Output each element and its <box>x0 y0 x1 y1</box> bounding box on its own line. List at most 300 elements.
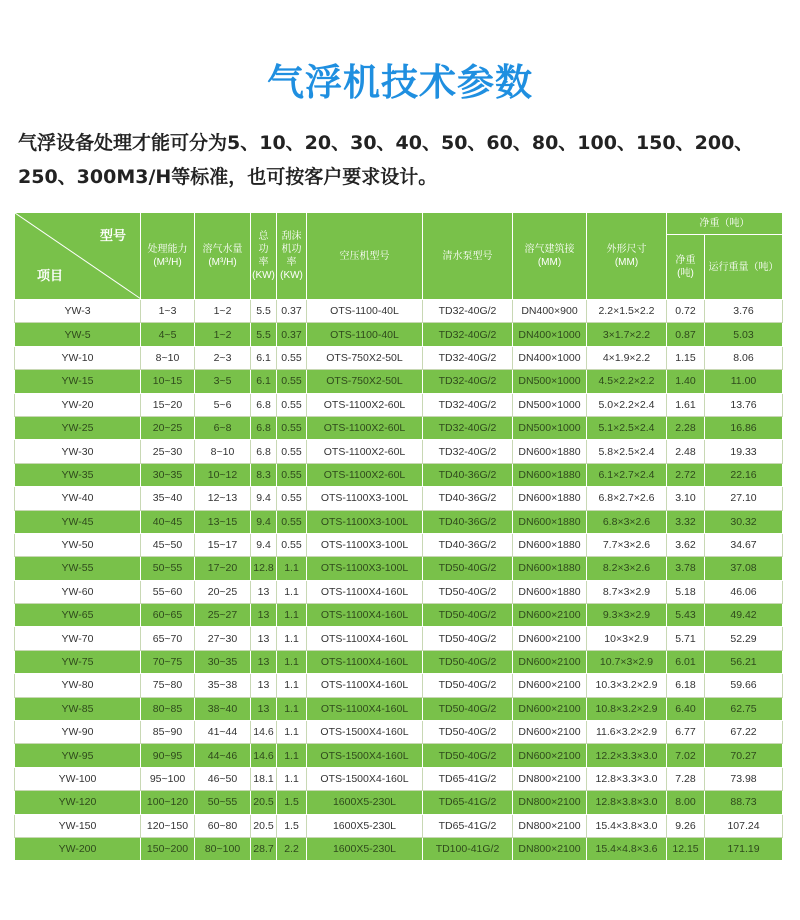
cell-capacity: 100~120 <box>141 791 195 814</box>
cell-net-weight: 3.10 <box>667 487 705 510</box>
cell-size: 12.8×3.3×3.0 <box>587 767 667 790</box>
cell-dissolved-water: 80~100 <box>195 837 251 860</box>
cell-tank: DN800×2100 <box>513 814 587 837</box>
cell-scraper-power: 0.55 <box>277 463 307 486</box>
cell-compressor: OTS-1100X4-160L <box>307 674 423 697</box>
cell-capacity: 1~3 <box>141 300 195 323</box>
cell-pump: TD32-40G/2 <box>423 300 513 323</box>
cell-dissolved-water: 38~40 <box>195 697 251 720</box>
cell-size: 11.6×3.2×2.9 <box>587 721 667 744</box>
table-row <box>15 744 783 767</box>
cell-pump: TD32-40G/2 <box>423 416 513 439</box>
cell-model: YW-85 <box>15 697 141 720</box>
cell-compressor: OTS-1100X4-160L <box>307 650 423 673</box>
cell-tank: DN600×2100 <box>513 721 587 744</box>
cell-scraper-power: 1.1 <box>277 557 307 580</box>
cell-tank: DN500×1000 <box>513 416 587 439</box>
cell-tank: DN400×1000 <box>513 323 587 346</box>
cell-compressor: OTS-750X2-50L <box>307 346 423 369</box>
cell-capacity: 30~35 <box>141 463 195 486</box>
cell-pump: TD32-40G/2 <box>423 346 513 369</box>
cell-net-weight: 6.40 <box>667 697 705 720</box>
cell-compressor: OTS-1100X2-60L <box>307 393 423 416</box>
cell-total-power: 13 <box>251 674 277 697</box>
cell-size: 5.1×2.5×2.4 <box>587 416 667 439</box>
cell-net-weight: 1.40 <box>667 370 705 393</box>
cell-scraper-power: 0.37 <box>277 323 307 346</box>
cell-total-power: 28.7 <box>251 837 277 860</box>
table-row <box>15 510 783 533</box>
cell-compressor: OTS-1100X4-160L <box>307 697 423 720</box>
cell-scraper-power: 0.55 <box>277 370 307 393</box>
table-row <box>15 674 783 697</box>
cell-size: 5.8×2.5×2.4 <box>587 440 667 463</box>
cell-tank: DN600×1880 <box>513 463 587 486</box>
cell-dissolved-water: 60~80 <box>195 814 251 837</box>
cell-scraper-power: 1.1 <box>277 604 307 627</box>
cell-operating-weight: 13.76 <box>705 393 783 416</box>
cell-dissolved-water: 13~15 <box>195 510 251 533</box>
cell-model: YW-80 <box>15 674 141 697</box>
cell-compressor: OTS-1500X4-160L <box>307 767 423 790</box>
cell-tank: DN600×2100 <box>513 674 587 697</box>
cell-net-weight: 2.28 <box>667 416 705 439</box>
cell-tank: DN600×2100 <box>513 627 587 650</box>
cell-net-weight: 3.32 <box>667 510 705 533</box>
table-row <box>15 300 783 323</box>
cell-tank: DN500×1000 <box>513 370 587 393</box>
table-row <box>15 650 783 673</box>
cell-size: 9.3×3×2.9 <box>587 604 667 627</box>
cell-net-weight: 6.01 <box>667 650 705 673</box>
header-scraper-power <box>277 213 307 300</box>
cell-dissolved-water: 27~30 <box>195 627 251 650</box>
cell-net-weight: 7.02 <box>667 744 705 767</box>
cell-pump: TD65-41G/2 <box>423 767 513 790</box>
header-model-label: 型号 <box>99 228 126 243</box>
cell-dissolved-water: 46~50 <box>195 767 251 790</box>
header-dissolved-water <box>195 213 251 300</box>
cell-scraper-power: 0.55 <box>277 393 307 416</box>
cell-operating-weight: 22.16 <box>705 463 783 486</box>
cell-dissolved-water: 1~2 <box>195 323 251 346</box>
cell-model: YW-100 <box>15 767 141 790</box>
table-row <box>15 323 783 346</box>
header-corner-cell <box>15 213 141 300</box>
cell-scraper-power: 1.1 <box>277 767 307 790</box>
cell-pump: TD32-40G/2 <box>423 323 513 346</box>
cell-capacity: 55~60 <box>141 580 195 603</box>
cell-dissolved-water: 6~8 <box>195 416 251 439</box>
cell-compressor: OTS-1100X4-160L <box>307 627 423 650</box>
cell-dissolved-water: 44~46 <box>195 744 251 767</box>
cell-pump: TD32-40G/2 <box>423 393 513 416</box>
table-row <box>15 837 783 860</box>
cell-tank: DN600×2100 <box>513 650 587 673</box>
cell-operating-weight: 49.42 <box>705 604 783 627</box>
cell-total-power: 18.1 <box>251 767 277 790</box>
cell-net-weight: 8.00 <box>667 791 705 814</box>
table-row <box>15 627 783 650</box>
cell-dissolved-water: 17~20 <box>195 557 251 580</box>
cell-dissolved-water: 25~27 <box>195 604 251 627</box>
cell-capacity: 120~150 <box>141 814 195 837</box>
cell-compressor: 1600X5-230L <box>307 814 423 837</box>
header-scraper-power-text: 刮沫 机功 率 (KW) <box>280 231 303 281</box>
cell-capacity: 70~75 <box>141 650 195 673</box>
cell-capacity: 150~200 <box>141 837 195 860</box>
cell-model: YW-55 <box>15 557 141 580</box>
cell-compressor: OTS-1100X3-100L <box>307 510 423 533</box>
cell-total-power: 9.4 <box>251 487 277 510</box>
header-size <box>587 213 667 300</box>
cell-total-power: 9.4 <box>251 533 277 556</box>
cell-size: 6.8×2.7×2.6 <box>587 487 667 510</box>
header-operating-text: 运行重量（吨） <box>708 261 779 273</box>
cell-net-weight: 5.71 <box>667 627 705 650</box>
cell-dissolved-water: 5~6 <box>195 393 251 416</box>
header-net-text: 净重 (吨) <box>675 255 696 280</box>
cell-tank: DN400×900 <box>513 300 587 323</box>
cell-pump: TD50-40G/2 <box>423 604 513 627</box>
cell-total-power: 20.5 <box>251 791 277 814</box>
table-row <box>15 697 783 720</box>
cell-scraper-power: 0.55 <box>277 440 307 463</box>
cell-dissolved-water: 41~44 <box>195 721 251 744</box>
cell-scraper-power: 1.1 <box>277 697 307 720</box>
cell-model: YW-3 <box>15 300 141 323</box>
cell-size: 10.7×3×2.9 <box>587 650 667 673</box>
cell-total-power: 6.8 <box>251 440 277 463</box>
cell-net-weight: 7.28 <box>667 767 705 790</box>
cell-tank: DN800×2100 <box>513 791 587 814</box>
header-weight-text: 净重（吨） <box>699 218 750 230</box>
cell-compressor: 1600X5-230L <box>307 837 423 860</box>
cell-compressor: OTS-1100X2-60L <box>307 463 423 486</box>
cell-model: YW-5 <box>15 323 141 346</box>
cell-net-weight: 2.48 <box>667 440 705 463</box>
cell-capacity: 20~25 <box>141 416 195 439</box>
cell-total-power: 13 <box>251 650 277 673</box>
cell-operating-weight: 59.66 <box>705 674 783 697</box>
cell-scraper-power: 1.1 <box>277 721 307 744</box>
cell-operating-weight: 67.22 <box>705 721 783 744</box>
cell-size: 6.1×2.7×2.4 <box>587 463 667 486</box>
cell-capacity: 80~85 <box>141 697 195 720</box>
cell-tank: DN600×2100 <box>513 604 587 627</box>
cell-operating-weight: 19.33 <box>705 440 783 463</box>
cell-model: YW-95 <box>15 744 141 767</box>
cell-total-power: 6.8 <box>251 393 277 416</box>
cell-tank: DN600×1880 <box>513 510 587 533</box>
cell-model: YW-10 <box>15 346 141 369</box>
cell-net-weight: 12.15 <box>667 837 705 860</box>
cell-capacity: 35~40 <box>141 487 195 510</box>
table-row <box>15 791 783 814</box>
cell-total-power: 8.3 <box>251 463 277 486</box>
cell-operating-weight: 52.29 <box>705 627 783 650</box>
cell-capacity: 95~100 <box>141 767 195 790</box>
cell-model: YW-15 <box>15 370 141 393</box>
cell-scraper-power: 1.1 <box>277 650 307 673</box>
cell-capacity: 90~95 <box>141 744 195 767</box>
cell-pump: TD40-36G/2 <box>423 510 513 533</box>
cell-compressor: OTS-1100-40L <box>307 300 423 323</box>
header-tank-text: 溶气建筑接 (MM) <box>524 244 575 268</box>
cell-model: YW-30 <box>15 440 141 463</box>
cell-size: 2.2×1.5×2.2 <box>587 300 667 323</box>
header-compressor-text: 空压机型号 <box>339 250 390 262</box>
table-row <box>15 440 783 463</box>
cell-operating-weight: 88.73 <box>705 791 783 814</box>
cell-capacity: 8~10 <box>141 346 195 369</box>
cell-dissolved-water: 50~55 <box>195 791 251 814</box>
cell-compressor: 1600X5-230L <box>307 791 423 814</box>
cell-dissolved-water: 20~25 <box>195 580 251 603</box>
cell-scraper-power: 1.1 <box>277 580 307 603</box>
cell-pump: TD50-40G/2 <box>423 627 513 650</box>
header-item-label: 项目 <box>37 268 64 283</box>
cell-operating-weight: 8.06 <box>705 346 783 369</box>
cell-size: 5.0×2.2×2.4 <box>587 393 667 416</box>
header-tank <box>513 213 587 300</box>
cell-pump: TD32-40G/2 <box>423 440 513 463</box>
cell-dissolved-water: 3~5 <box>195 370 251 393</box>
cell-dissolved-water: 1~2 <box>195 300 251 323</box>
cell-model: YW-25 <box>15 416 141 439</box>
cell-dissolved-water: 35~38 <box>195 674 251 697</box>
cell-scraper-power: 1.1 <box>277 627 307 650</box>
cell-pump: TD40-36G/2 <box>423 533 513 556</box>
cell-size: 15.4×3.8×3.0 <box>587 814 667 837</box>
description-text: 气浮设备处理才能可分为5、10、20、30、40、50、60、80、100、150、200、250、300M3/H等标准，也可按客户要求设计。 <box>18 132 754 188</box>
cell-capacity: 15~20 <box>141 393 195 416</box>
cell-compressor: OTS-1100X4-160L <box>307 580 423 603</box>
table-row <box>15 393 783 416</box>
cell-size: 8.2×3×2.6 <box>587 557 667 580</box>
cell-scraper-power: 0.55 <box>277 510 307 533</box>
header-total-power-text: 总 功 率 (KW) <box>252 231 275 281</box>
cell-tank: DN600×1880 <box>513 557 587 580</box>
cell-scraper-power: 0.55 <box>277 487 307 510</box>
cell-operating-weight: 70.27 <box>705 744 783 767</box>
cell-size: 8.7×3×2.9 <box>587 580 667 603</box>
cell-dissolved-water: 8~10 <box>195 440 251 463</box>
cell-size: 12.2×3.3×3.0 <box>587 744 667 767</box>
cell-pump: TD50-40G/2 <box>423 697 513 720</box>
cell-capacity: 25~30 <box>141 440 195 463</box>
cell-tank: DN600×2100 <box>513 697 587 720</box>
table-row <box>15 346 783 369</box>
cell-operating-weight: 16.86 <box>705 416 783 439</box>
cell-operating-weight: 34.67 <box>705 533 783 556</box>
cell-scraper-power: 2.2 <box>277 837 307 860</box>
header-net-weight <box>667 235 705 300</box>
table-row <box>15 767 783 790</box>
cell-compressor: OTS-1100X2-60L <box>307 440 423 463</box>
cell-model: YW-50 <box>15 533 141 556</box>
cell-net-weight: 3.78 <box>667 557 705 580</box>
cell-operating-weight: 73.98 <box>705 767 783 790</box>
cell-pump: TD50-40G/2 <box>423 721 513 744</box>
cell-size: 4.5×2.2×2.2 <box>587 370 667 393</box>
cell-total-power: 13 <box>251 697 277 720</box>
cell-operating-weight: 27.10 <box>705 487 783 510</box>
table-row <box>15 604 783 627</box>
header-weight-group <box>667 213 783 235</box>
cell-capacity: 60~65 <box>141 604 195 627</box>
header-capacity-text: 处理能力 (M³/H) <box>147 244 188 268</box>
cell-pump: TD50-40G/2 <box>423 674 513 697</box>
cell-operating-weight: 171.19 <box>705 837 783 860</box>
cell-scraper-power: 0.55 <box>277 416 307 439</box>
cell-operating-weight: 37.08 <box>705 557 783 580</box>
cell-pump: TD40-36G/2 <box>423 463 513 486</box>
cell-total-power: 5.5 <box>251 323 277 346</box>
cell-total-power: 20.5 <box>251 814 277 837</box>
cell-tank: DN600×2100 <box>513 744 587 767</box>
cell-model: YW-60 <box>15 580 141 603</box>
spec-table <box>14 212 783 861</box>
cell-model: YW-90 <box>15 721 141 744</box>
table-row <box>15 580 783 603</box>
cell-pump: TD32-40G/2 <box>423 370 513 393</box>
header-compressor <box>307 213 423 300</box>
cell-net-weight: 0.72 <box>667 300 705 323</box>
table-row <box>15 814 783 837</box>
cell-pump: TD50-40G/2 <box>423 744 513 767</box>
table-row <box>15 463 783 486</box>
cell-tank: DN400×1000 <box>513 346 587 369</box>
cell-total-power: 13 <box>251 604 277 627</box>
cell-scraper-power: 1.5 <box>277 814 307 837</box>
cell-net-weight: 6.77 <box>667 721 705 744</box>
cell-scraper-power: 1.5 <box>277 791 307 814</box>
cell-total-power: 6.8 <box>251 416 277 439</box>
cell-scraper-power: 1.1 <box>277 744 307 767</box>
cell-net-weight: 0.87 <box>667 323 705 346</box>
spec-table-container <box>14 212 782 861</box>
cell-capacity: 40~45 <box>141 510 195 533</box>
cell-tank: DN600×1880 <box>513 440 587 463</box>
table-row <box>15 370 783 393</box>
cell-total-power: 14.6 <box>251 744 277 767</box>
cell-scraper-power: 1.1 <box>277 674 307 697</box>
cell-tank: DN800×2100 <box>513 767 587 790</box>
cell-dissolved-water: 2~3 <box>195 346 251 369</box>
cell-total-power: 13 <box>251 580 277 603</box>
cell-tank: DN800×2100 <box>513 837 587 860</box>
header-size-text: 外形尺寸 (MM) <box>606 244 647 268</box>
cell-pump: TD65-41G/2 <box>423 814 513 837</box>
cell-compressor: OTS-1500X4-160L <box>307 721 423 744</box>
cell-model: YW-75 <box>15 650 141 673</box>
cell-total-power: 6.1 <box>251 370 277 393</box>
table-row <box>15 557 783 580</box>
cell-net-weight: 5.18 <box>667 580 705 603</box>
cell-model: YW-200 <box>15 837 141 860</box>
cell-operating-weight: 30.32 <box>705 510 783 533</box>
header-pump-text: 清水泵型号 <box>442 250 493 262</box>
cell-tank: DN600×1880 <box>513 487 587 510</box>
cell-tank: DN600×1880 <box>513 580 587 603</box>
table-row <box>15 487 783 510</box>
cell-model: YW-20 <box>15 393 141 416</box>
cell-size: 10.8×3.2×2.9 <box>587 697 667 720</box>
cell-pump: TD50-40G/2 <box>423 557 513 580</box>
table-row <box>15 416 783 439</box>
cell-total-power: 12.8 <box>251 557 277 580</box>
cell-size: 3×1.7×2.2 <box>587 323 667 346</box>
cell-size: 12.8×3.8×3.0 <box>587 791 667 814</box>
header-pump <box>423 213 513 300</box>
cell-pump: TD50-40G/2 <box>423 650 513 673</box>
cell-compressor: OTS-1100X3-100L <box>307 533 423 556</box>
cell-compressor: OTS-1100X4-160L <box>307 604 423 627</box>
corner-diagonal-line <box>15 213 141 299</box>
cell-dissolved-water: 12~13 <box>195 487 251 510</box>
cell-capacity: 85~90 <box>141 721 195 744</box>
cell-tank: DN600×1880 <box>513 533 587 556</box>
cell-total-power: 6.1 <box>251 346 277 369</box>
cell-size: 10.3×3.2×2.9 <box>587 674 667 697</box>
cell-size: 7.7×3×2.6 <box>587 533 667 556</box>
header-total-power <box>251 213 277 300</box>
cell-total-power: 14.6 <box>251 721 277 744</box>
cell-pump: TD40-36G/2 <box>423 487 513 510</box>
cell-tank: DN500×1000 <box>513 393 587 416</box>
cell-compressor: OTS-1100-40L <box>307 323 423 346</box>
table-row <box>15 721 783 744</box>
cell-capacity: 4~5 <box>141 323 195 346</box>
spec-table-body <box>15 300 783 861</box>
header-dissolved-text: 溶气水量 (M³/H) <box>202 244 243 268</box>
cell-net-weight: 9.26 <box>667 814 705 837</box>
cell-pump: TD50-40G/2 <box>423 580 513 603</box>
cell-net-weight: 3.62 <box>667 533 705 556</box>
cell-compressor: OTS-1100X3-100L <box>307 557 423 580</box>
cell-compressor: OTS-1100X3-100L <box>307 487 423 510</box>
cell-size: 4×1.9×2.2 <box>587 346 667 369</box>
cell-model: YW-65 <box>15 604 141 627</box>
cell-model: YW-120 <box>15 791 141 814</box>
cell-size: 10×3×2.9 <box>587 627 667 650</box>
cell-model: YW-40 <box>15 487 141 510</box>
cell-model: YW-45 <box>15 510 141 533</box>
cell-pump: TD100-41G/2 <box>423 837 513 860</box>
cell-capacity: 50~55 <box>141 557 195 580</box>
cell-total-power: 9.4 <box>251 510 277 533</box>
cell-model: YW-150 <box>15 814 141 837</box>
cell-capacity: 75~80 <box>141 674 195 697</box>
cell-dissolved-water: 15~17 <box>195 533 251 556</box>
cell-compressor: OTS-1500X4-160L <box>307 744 423 767</box>
cell-dissolved-water: 10~12 <box>195 463 251 486</box>
cell-net-weight: 5.43 <box>667 604 705 627</box>
cell-operating-weight: 11.00 <box>705 370 783 393</box>
cell-size: 6.8×3×2.6 <box>587 510 667 533</box>
cell-operating-weight: 5.03 <box>705 323 783 346</box>
cell-total-power: 13 <box>251 627 277 650</box>
cell-operating-weight: 46.06 <box>705 580 783 603</box>
cell-scraper-power: 0.55 <box>277 533 307 556</box>
cell-size: 15.4×4.8×3.6 <box>587 837 667 860</box>
cell-model: YW-35 <box>15 463 141 486</box>
cell-net-weight: 6.18 <box>667 674 705 697</box>
cell-total-power: 5.5 <box>251 300 277 323</box>
cell-scraper-power: 0.55 <box>277 346 307 369</box>
cell-operating-weight: 62.75 <box>705 697 783 720</box>
